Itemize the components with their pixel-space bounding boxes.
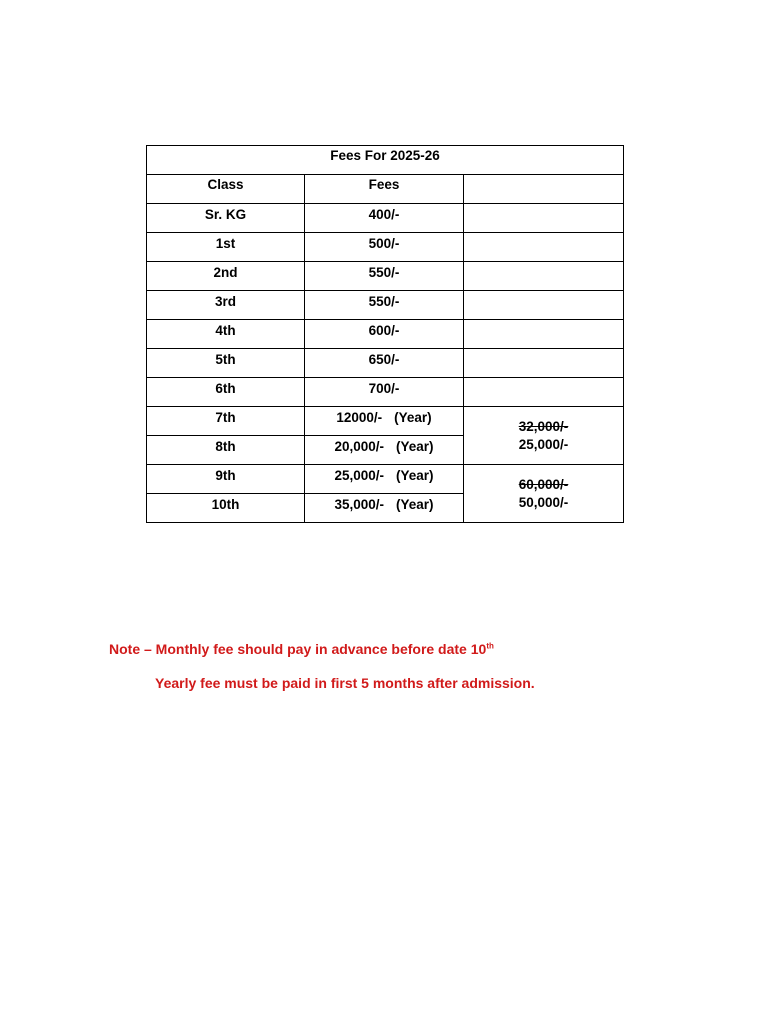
table-row: [147, 378, 624, 407]
column-header-extra: [464, 175, 624, 204]
package-fee-cell: [464, 407, 624, 465]
fee-cell: [305, 407, 464, 436]
table-row: [147, 349, 624, 378]
table-row: [147, 465, 624, 494]
fee-cell: 400/-: [305, 204, 464, 233]
empty-cell: [464, 204, 624, 233]
table-row: [147, 320, 624, 349]
fee-cell: 500/-: [305, 233, 464, 262]
table-row: [147, 262, 624, 291]
class-cell: 8th: [147, 436, 305, 465]
note-monthly-text: Note – Monthly fee should pay in advance before date 10: [109, 641, 487, 657]
fee-amount: 20,000/-: [334, 439, 384, 454]
fee-amount: 25,000/-: [334, 468, 384, 483]
empty-cell: [464, 291, 624, 320]
table-title-row: [147, 146, 624, 175]
fee-amount: 12000/-: [336, 410, 383, 425]
fee-amount: 35,000/-: [334, 497, 384, 512]
empty-cell: [464, 378, 624, 407]
fee-period: (Year): [396, 497, 434, 512]
table-title: Fees For 2025-26: [147, 146, 624, 175]
fee-cell: [305, 465, 464, 494]
class-cell: 5th: [147, 349, 305, 378]
empty-cell: [464, 320, 624, 349]
fees-table: [146, 145, 624, 523]
column-header-class: Class: [147, 175, 305, 204]
table-row: [147, 291, 624, 320]
fee-cell: 650/-: [305, 349, 464, 378]
class-cell: 7th: [147, 407, 305, 436]
fee-cell: 600/-: [305, 320, 464, 349]
table-row: [147, 407, 624, 436]
class-cell: 4th: [147, 320, 305, 349]
column-header-fees: Fees: [305, 175, 464, 204]
fee-cell: 700/-: [305, 378, 464, 407]
class-cell: 3rd: [147, 291, 305, 320]
fee-cell: 550/-: [305, 291, 464, 320]
fee-period: (Year): [394, 410, 432, 425]
old-package-fee: 32,000/-: [518, 418, 569, 434]
note-yearly-fee: Yearly fee must be paid in first 5 months after admission.: [155, 675, 535, 691]
fee-period: (Year): [396, 439, 434, 454]
class-cell: Sr. KG: [147, 204, 305, 233]
fee-cell: [305, 494, 464, 523]
class-cell: 1st: [147, 233, 305, 262]
empty-cell: [464, 349, 624, 378]
fee-cell: 550/-: [305, 262, 464, 291]
new-package-fee: 50,000/-: [518, 494, 569, 510]
table-row: [147, 204, 624, 233]
new-package-fee: 25,000/-: [518, 436, 569, 452]
note-monthly-fee: [109, 641, 494, 657]
table-header-row: [147, 175, 624, 204]
fee-period: (Year): [396, 468, 434, 483]
note-date-suffix: th: [486, 641, 494, 651]
old-package-fee: 60,000/-: [518, 476, 569, 492]
table-row: [147, 233, 624, 262]
empty-cell: [464, 233, 624, 262]
fee-cell: [305, 436, 464, 465]
class-cell: 6th: [147, 378, 305, 407]
class-cell: 10th: [147, 494, 305, 523]
class-cell: 9th: [147, 465, 305, 494]
empty-cell: [464, 262, 624, 291]
class-cell: 2nd: [147, 262, 305, 291]
package-fee-cell: [464, 465, 624, 523]
